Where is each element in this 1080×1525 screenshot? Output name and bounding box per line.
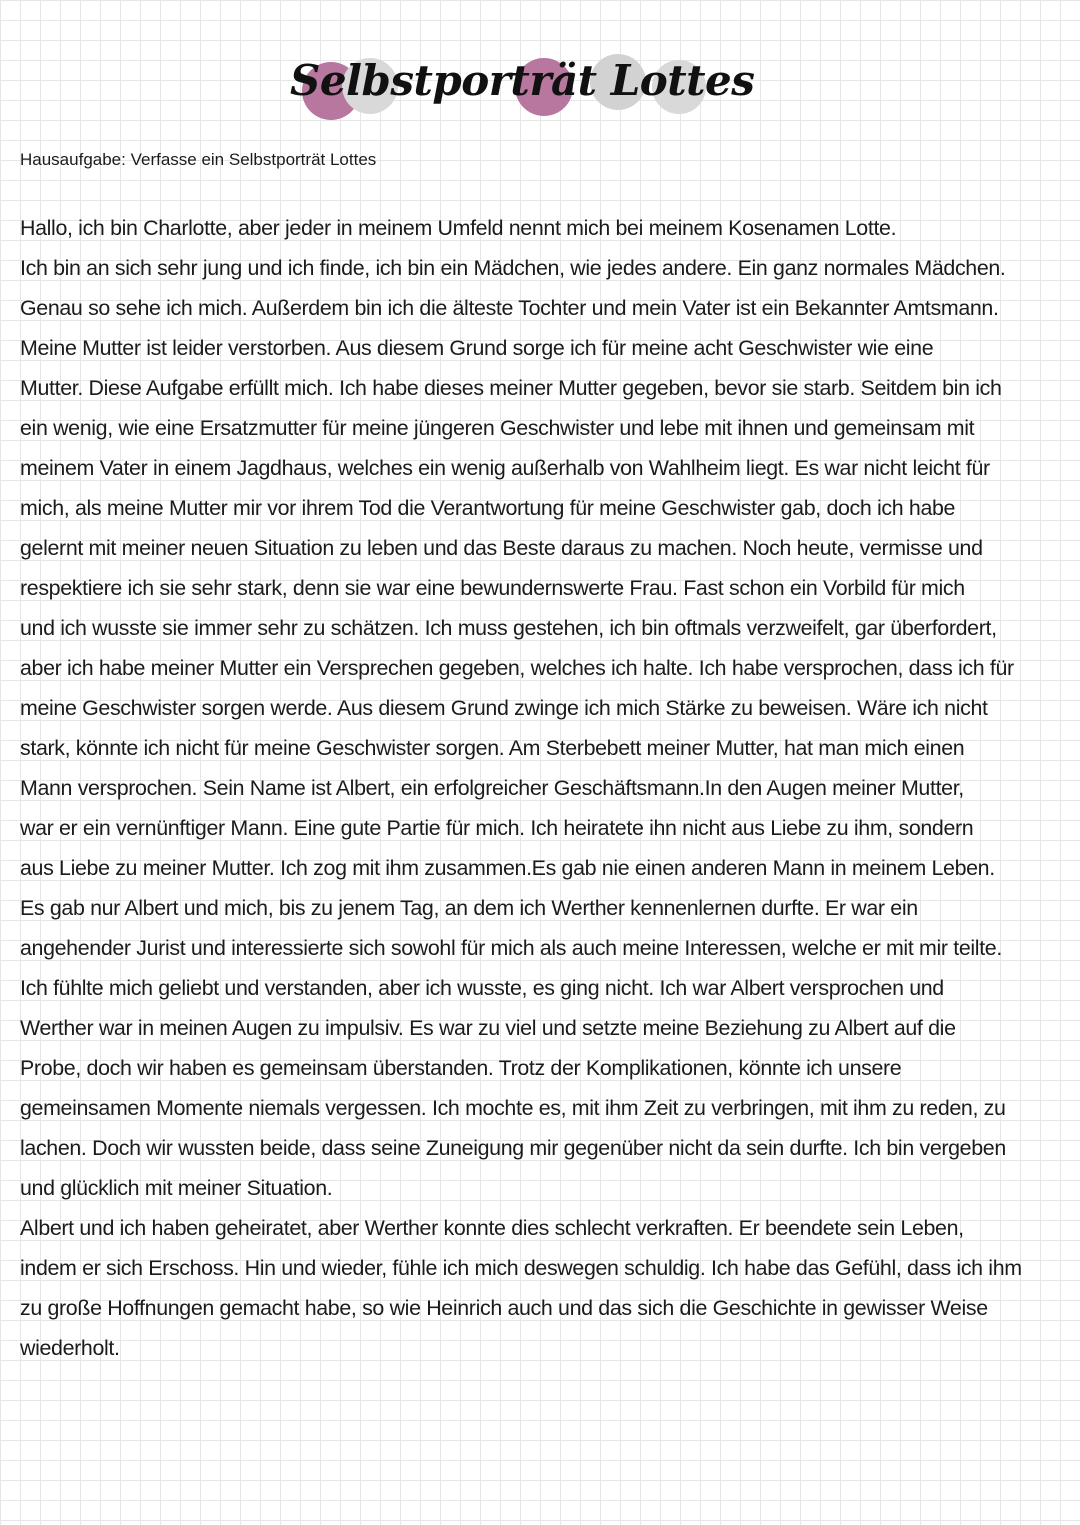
- text-line: aber ich habe meiner Mutter ein Versprechen gegeben, welches ich halte. Ich habe versprochen, dass ich für: [20, 656, 1014, 680]
- text-line: meinem Vater in einem Jagdhaus, welches ein wenig außerhalb von Wahlheim liegt. Es war nicht leicht für: [20, 456, 990, 480]
- text-line: und ich wusste sie immer sehr zu schätzen. Ich muss gestehen, ich bin oftmals verzweifelt, gar überfordert,: [20, 616, 997, 640]
- text-line: Mann versprochen. Sein Name ist Albert, ein erfolgreicher Geschäftsmann.In den Augen meiner Mutter,: [20, 776, 964, 800]
- text-line: gemeinsamen Momente niemals vergessen. Ich mochte es, mit ihm Zeit zu verbringen, mit ihm zu reden, zu: [20, 1096, 1006, 1120]
- text-line: Probe, doch wir haben es gemeinsam überstanden. Trotz der Komplikationen, könnte ich unsere: [20, 1056, 902, 1080]
- text-line: indem er sich Erschoss. Hin und wieder, fühle ich mich deswegen schuldig. Ich habe das Gefühl, dass ich ihm: [20, 1256, 1022, 1280]
- text-line: Ich fühlte mich geliebt und verstanden, aber ich wusste, es ging nicht. Ich war Albert versprochen und: [20, 976, 944, 1000]
- text-line: Hallo, ich bin Charlotte, aber jeder in meinem Umfeld nennt mich bei meinem Kosenamen Lotte.: [20, 216, 897, 240]
- text-line: zu große Hoffnungen gemacht habe, so wie Heinrich auch und das sich die Geschichte in gewisser Weise: [20, 1296, 988, 1320]
- text-line: Werther war in meinen Augen zu impulsiv. Es war zu viel und setzte meine Beziehung zu Albert auf die: [20, 1016, 956, 1040]
- text-line: angehender Jurist und interessierte sich sowohl für mich als auch meine Interessen, welche er mit mir teilte.: [20, 936, 1002, 960]
- text-line: Es gab nur Albert und mich, bis zu jenem Tag, an dem ich Werther kennenlernen durfte. Er war ein: [20, 896, 918, 920]
- text-line: Mutter. Diese Aufgabe erfüllt mich. Ich habe dieses meiner Mutter gegeben, bevor sie starb. Seitdem bin ich: [20, 376, 1002, 400]
- text-line: und glücklich mit meiner Situation.: [20, 1176, 333, 1200]
- text-line: war er ein vernünftiger Mann. Eine gute Partie für mich. Ich heiratete ihn nicht aus Liebe zu ihm, sondern: [20, 816, 974, 840]
- text-line: ein wenig, wie eine Ersatzmutter für meine jüngeren Geschwister und lebe mit ihnen und gemeinsam mit: [20, 416, 975, 440]
- text-line: meine Geschwister sorgen werde. Aus diesem Grund zwinge ich mich Stärke zu beweisen. Wäre ich nicht: [20, 696, 988, 720]
- text-line: Albert und ich haben geheiratet, aber Werther konnte dies schlecht verkraften. Er beendete sein Leben,: [20, 1216, 964, 1240]
- text-line: mich, als meine Mutter mir vor ihrem Tod die Verantwortung für meine Geschwister gab, doch ich habe: [20, 496, 956, 520]
- text-line: lachen. Doch wir wussten beide, dass seine Zuneigung mir gegenüber nicht da sein durfte. Ich bin vergeben: [20, 1136, 1006, 1160]
- essay-body: [20, 208, 1030, 1368]
- title-decoration: [290, 40, 755, 130]
- text-line: Genau so sehe ich mich. Außerdem bin ich die älteste Tochter und mein Vater ist ein Bekannter Amtsmann.: [20, 296, 999, 320]
- text-line: stark, könnte ich nicht für meine Geschwister sorgen. Am Sterbebett meiner Mutter, hat man mich einen: [20, 736, 965, 760]
- text-line: wiederholt.: [20, 1336, 120, 1360]
- text-line: Meine Mutter ist leider verstorben. Aus diesem Grund sorge ich für meine acht Geschwister wie eine: [20, 336, 934, 360]
- page-title: Selbstporträt Lottes: [290, 56, 755, 105]
- text-line: Ich bin an sich sehr jung und ich finde, ich bin ein Mädchen, wie jedes andere. Ein ganz normales Mädchen.: [20, 256, 1006, 280]
- text-line: aus Liebe zu meiner Mutter. Ich zog mit ihm zusammen.Es gab nie einen anderen Mann in meinem Leben.: [20, 856, 995, 880]
- text-line: gelernt mit meiner neuen Situation zu leben und das Beste daraus zu machen. Noch heute, vermisse und: [20, 536, 983, 560]
- assignment-subtitle: Hausaufgabe: Verfasse ein Selbstporträt Lottes: [20, 150, 377, 169]
- text-line: respektiere ich sie sehr stark, denn sie war eine bewundernswerte Frau. Fast schon ein Vorbild für mich: [20, 576, 965, 600]
